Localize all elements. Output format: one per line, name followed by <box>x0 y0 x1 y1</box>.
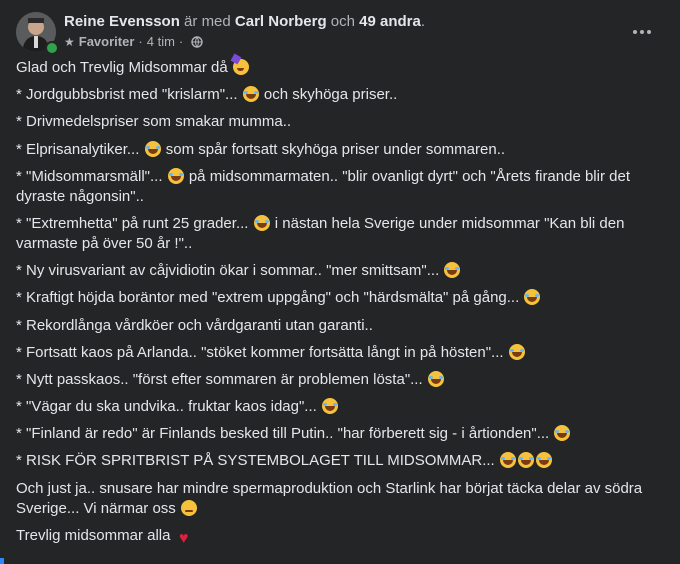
post-text: * Jordgubbsbrist med "krislarm"... <box>16 86 242 104</box>
post-text: * "Vägar du ska undvika.. fruktar kaos idag"... <box>16 398 321 416</box>
post-paragraph <box>16 214 664 254</box>
more-horizontal-icon <box>633 30 637 34</box>
post-paragraph <box>16 526 664 547</box>
author-line <box>64 12 425 32</box>
post-paragraph <box>16 370 664 390</box>
and-text: och <box>326 13 360 30</box>
post-paragraph <box>16 167 664 207</box>
laugh-emoji-icon <box>243 86 259 102</box>
post-text: * Rekordlånga vårdköer och vårdgaranti utan garanti.. <box>16 316 373 334</box>
post-paragraph <box>16 58 664 78</box>
laugh-emoji-icon <box>444 262 460 278</box>
post-text: * Fortsatt kaos på Arlanda.. "stöket kommer fortsätta långt in på hösten"... <box>16 343 508 361</box>
post-paragraph <box>16 479 664 519</box>
post-text-after: och skyhöga priser.. <box>259 86 398 104</box>
party-emoji-icon <box>233 59 249 75</box>
heart-emoji-icon: ♥ <box>178 529 189 547</box>
laugh-emoji-icon <box>168 168 184 184</box>
post-paragraph <box>16 261 664 281</box>
wink-emoji-icon <box>181 500 197 516</box>
post-text: * Drivmedelspriser som smakar mumma.. <box>16 113 292 131</box>
scroll-indicator <box>0 558 4 564</box>
meta-dot: · <box>138 34 143 49</box>
meta-sep: · <box>178 34 184 49</box>
post-header <box>16 12 664 52</box>
post-text: * RISK FÖR SPRITBRIST PÅ SYSTEMBOLAGET TILL MIDSOMMAR... <box>16 452 499 470</box>
post-text: * Kraftigt höjda boräntor med "extrem uppgång" och "härdsmälta" på gång... <box>16 289 524 307</box>
online-status-dot <box>45 41 59 55</box>
star-icon: ★ <box>64 35 75 49</box>
post-text: * "Finland är redo" är Finlands besked till Putin.. "har förberett sig - i årtionden"... <box>16 425 554 443</box>
post-text: Och just ja.. snusare har mindre spermaproduktion och Starlink har börjat täcka delar av södra Sverige... Vi närmar oss <box>16 479 643 517</box>
post-paragraph <box>16 397 664 417</box>
laugh-emoji-icon <box>322 398 338 414</box>
post-paragraph <box>16 288 664 308</box>
post-text-after: i nästan hela Sverige under midsommar "Kan bli den varmaste på över 50 år !".. <box>16 214 625 252</box>
laugh-emoji-icon <box>509 344 525 360</box>
post-meta <box>64 33 203 51</box>
more-options-button[interactable] <box>628 18 656 46</box>
post-text-after: som spår fortsatt skyhöga priser under sommaren.. <box>161 140 506 158</box>
post-text: * "Midsommarsmäll"... <box>16 167 167 185</box>
author-name-link[interactable]: Reine Evensson <box>64 13 180 30</box>
post-paragraph <box>16 316 664 336</box>
post-body <box>16 58 664 554</box>
post-text: * Nytt passkaos.. "först efter sommaren är problemen lösta"... <box>16 370 427 388</box>
post-paragraph <box>16 140 664 160</box>
laugh-emoji-icon <box>536 452 552 468</box>
others-link[interactable]: 49 andra <box>359 13 421 30</box>
tagged-person-link[interactable]: Carl Norberg <box>234 13 327 30</box>
laugh-emoji-icon <box>554 425 570 441</box>
more-dot <box>647 30 651 34</box>
post-paragraph <box>16 424 664 444</box>
period: . <box>420 13 426 30</box>
laugh-emoji-icon <box>524 289 540 305</box>
post-text-after: på midsommarmaten.. "blir ovanligt dyrt" och "Årets firande blir det dyraste någonsin".. <box>16 167 630 205</box>
laugh-emoji-icon <box>254 215 270 231</box>
post-text: Glad och Trevlig Midsommar då <box>16 59 232 76</box>
laugh-emoji-icon <box>428 371 444 387</box>
audience-label[interactable]: Favoriter <box>78 34 135 49</box>
post-text: * "Extremhetta" på runt 25 grader... <box>16 214 253 232</box>
post-paragraph <box>16 85 664 105</box>
post-paragraph <box>16 451 664 471</box>
post-text: * Elprisanalytiker... <box>16 140 144 158</box>
post-text: * Ny virusvariant av cåjvidiotin ökar i sommar.. "mer smittsam"... <box>16 262 444 280</box>
post-paragraph <box>16 112 664 132</box>
post-time-link[interactable]: 4 tim <box>146 34 175 49</box>
globe-icon <box>191 36 203 48</box>
laugh-emoji-icon <box>518 452 534 468</box>
laugh-emoji-icon <box>500 452 516 468</box>
laugh-emoji-icon <box>145 141 161 157</box>
with-text: är med <box>179 13 235 30</box>
post-paragraph <box>16 343 664 363</box>
more-dot <box>640 30 644 34</box>
post-text: Trevlig midsommar alla <box>16 526 175 544</box>
